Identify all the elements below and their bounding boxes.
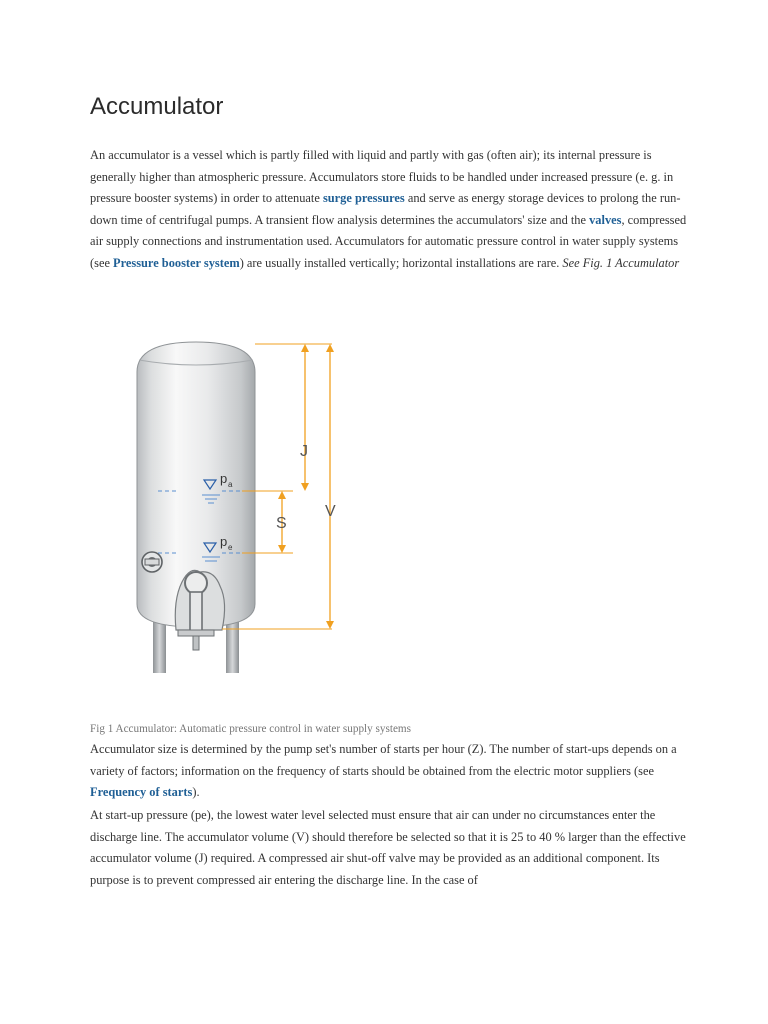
sight-glass-icon xyxy=(142,552,162,572)
intro-text-4: ) are usually installed vertically; horizontal installations are rare. xyxy=(239,255,563,270)
pa-subscript: a xyxy=(228,480,233,489)
pa-label: p xyxy=(220,471,228,486)
intro-paragraph xyxy=(90,145,690,275)
size-text-1: Accumulator size is determined by the pump set's number of starts per hour (Z). The number of start-ups depends on a variety of factors; information on the frequency of starts should be obtained from the electric motor suppliers (see xyxy=(90,742,677,778)
surge-pressures-link[interactable]: surge pressures xyxy=(322,191,405,206)
dimension-v-label: V xyxy=(325,503,336,520)
intro-text-3: , compressed air supply connections and instrumentation used. Accumulators for automatic pressure control in water supply systems (see xyxy=(90,212,687,270)
outlet-cutaway xyxy=(175,570,224,650)
pe-label: p xyxy=(220,534,228,549)
page-title: Accumulator xyxy=(90,93,224,120)
frequency-of-starts-link[interactable]: Frequency of starts xyxy=(90,785,193,800)
startup-pressure-paragraph: At start-up pressure (pe), the lowest water level selected must ensure that air can under no circumstances enter the discharge line. The accumulator volume (V) should therefore be selected so that it is 25 to 40 % larger than the effective accumulator volume (J) required. A compressed air shut-off valve may be provided as an additional component. Its purpose is to prevent compressed air entering the discharge line. In the case of xyxy=(90,808,686,887)
dimension-j xyxy=(301,344,309,491)
size-paragraph xyxy=(90,739,690,804)
size-text-2: ). xyxy=(192,785,200,800)
accumulator-diagram xyxy=(90,330,390,710)
pressure-booster-system-link[interactable]: Pressure booster system xyxy=(113,255,240,270)
dimension-s-label: S xyxy=(276,515,287,532)
intro-text-1: An accumulator is a vessel which is partly filled with liquid and partly with gas (often air); its internal pressure is generally higher than atmospheric pressure. Accumulators store fluids to be handled under increased pressure (e. g. in pressure booster systems) in order to attenuate xyxy=(90,148,674,206)
valves-link[interactable]: valves xyxy=(589,212,622,227)
see-figure-reference: See Fig. 1 Accumulator xyxy=(562,255,680,270)
dimension-v xyxy=(326,344,334,629)
figure-caption: Fig 1 Accumulator: Automatic pressure control in water supply systems xyxy=(90,723,411,735)
accumulator-figure xyxy=(90,330,390,710)
intro-text-2: and serve as energy storage devices to prolong the run-down time of centrifugal pumps. A transient flow analysis determines the accumulators' size and the xyxy=(90,191,681,227)
dimension-j-label: J xyxy=(300,443,308,460)
pe-subscript: e xyxy=(228,543,233,552)
